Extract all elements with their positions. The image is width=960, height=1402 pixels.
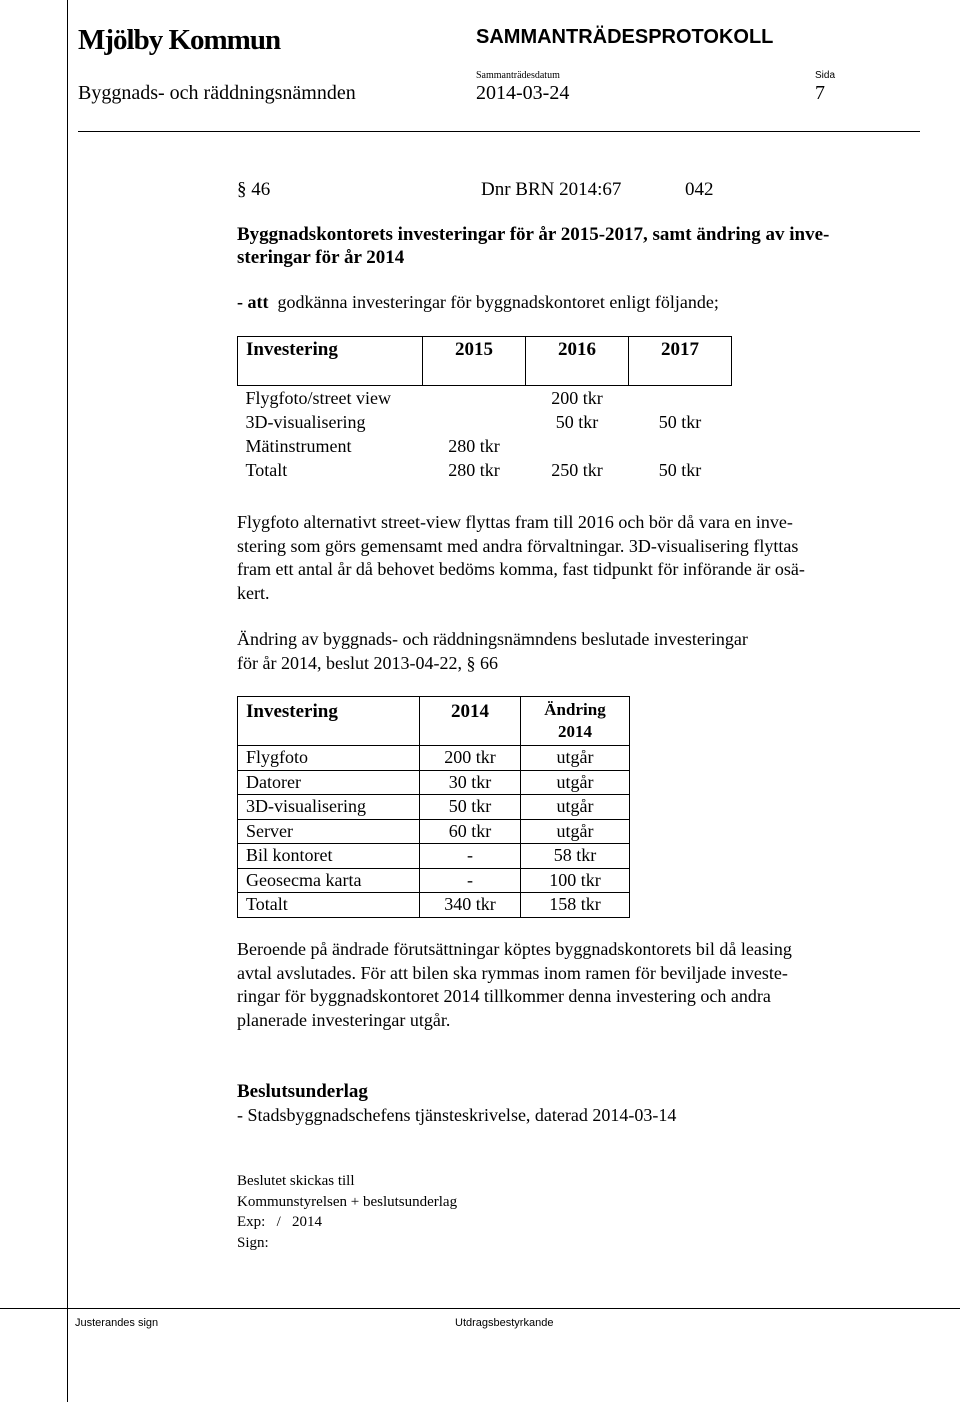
page-number: 7	[815, 82, 825, 104]
table1-header-row	[238, 337, 732, 364]
paragraph-change-intro	[237, 628, 877, 675]
dnr: Dnr BRN 2014:67	[481, 179, 622, 200]
text-line: stering som görs gemensamt med andra förvaltningar. 3D-visualisering flyttas	[237, 535, 799, 556]
table2-cell: 340 tkr	[420, 893, 521, 918]
table2-cell: 100 tkr	[521, 868, 630, 893]
dispatch-block	[237, 1171, 457, 1253]
table-row	[238, 770, 630, 795]
table2-cell: utgår	[521, 819, 630, 844]
footer-certification-label: Utdragsbestyrkande	[455, 1317, 554, 1329]
table-row	[238, 434, 732, 458]
table2-cell: Bil kontoret	[238, 844, 420, 869]
dispatch-line: Kommunstyrelsen + beslutsunderlag	[237, 1193, 458, 1210]
table2-cell: utgår	[521, 746, 630, 771]
table1-cell	[423, 386, 526, 411]
item-title-line2: steringar för år 2014	[237, 247, 405, 268]
table2-cell: Flygfoto	[238, 746, 420, 771]
table2-cell: -	[420, 844, 521, 869]
organization-name: Mjölby Kommun	[78, 24, 281, 56]
case-code: 042	[685, 179, 714, 200]
investment-table-2015-2017	[237, 336, 732, 482]
table-row	[238, 746, 630, 771]
footer-divider	[0, 1308, 960, 1309]
page-label: Sida	[815, 70, 836, 81]
basis-item: - Stadsbyggnadschefens tjänsteskrivelse, daterad 2014-03-14	[237, 1105, 677, 1125]
decision-text: godkänna investeringar för byggnadskontoret enligt följande;	[277, 292, 719, 312]
text-line: Beroende på ändrade förutsättningar köptes byggnadskontorets bil då leasing	[237, 939, 792, 959]
table1-cell: 280 tkr	[448, 459, 500, 480]
table1-cell: 200 tkr	[551, 387, 603, 408]
table1-header-investering: Investering	[238, 337, 423, 364]
table1-header-2015: 2015	[423, 337, 526, 364]
table2-header-change	[521, 697, 630, 746]
left-margin-rule	[67, 0, 68, 1402]
table1-cell	[629, 386, 732, 411]
header-divider	[78, 131, 920, 132]
paragraph-number: § 46	[237, 179, 271, 200]
table2-cell: 58 tkr	[521, 844, 630, 869]
table2-header-2014: 2014	[420, 697, 521, 746]
text-line: planerade investeringar utgår.	[237, 1009, 451, 1030]
table-row	[238, 458, 732, 482]
committee-name: Byggnads- och räddningsnämnden	[78, 82, 356, 104]
table2-cell: 158 tkr	[521, 893, 630, 918]
table2-cell: Totalt	[238, 893, 420, 918]
dispatch-line: Sign:	[237, 1234, 269, 1251]
table-row	[238, 386, 732, 411]
table1-cell	[629, 434, 732, 458]
text-line: Ändring av byggnads- och räddningsnämndens beslutade investeringar	[237, 629, 748, 649]
table2-cell: -	[420, 868, 521, 893]
table2-cell: utgår	[521, 770, 630, 795]
text-line: kert.	[237, 582, 270, 603]
basis-heading: Beslutsunderlag	[237, 1081, 368, 1102]
table1-cell: Mätinstrument	[245, 435, 352, 456]
meeting-date: 2014-03-24	[476, 82, 570, 104]
table1-cell: 3D-visualisering	[245, 411, 366, 432]
document-type: SAMMANTRÄDESPROTOKOLL	[476, 26, 774, 48]
table-row	[238, 795, 630, 820]
decision-line	[237, 291, 719, 315]
table2-cell: Geosecma karta	[238, 868, 420, 893]
table2-header-change-line2: 2014	[558, 722, 592, 741]
dispatch-line: Exp: / 2014	[237, 1214, 322, 1230]
table2-cell: 200 tkr	[420, 746, 521, 771]
decision-prefix: - att	[237, 292, 269, 312]
table1-spacer-row	[238, 363, 732, 386]
table1-header-2016: 2016	[526, 337, 629, 364]
table2-cell: 30 tkr	[420, 770, 521, 795]
footer-signature-label: Justerandes sign	[75, 1317, 159, 1329]
investment-change-table-2014	[237, 696, 630, 918]
table2-cell: 50 tkr	[420, 795, 521, 820]
table1-cell: Totalt	[245, 459, 288, 480]
date-label: Sammanträdesdatum	[476, 70, 560, 81]
table-row	[238, 844, 630, 869]
table2-header-investering: Investering	[238, 697, 420, 746]
table2-header-change-line1: Ändring	[544, 700, 606, 719]
table-row	[238, 819, 630, 844]
table1-cell	[526, 434, 629, 458]
paragraph-postponement	[237, 511, 877, 605]
paragraph-car-leasing	[237, 938, 877, 1032]
table1-cell	[423, 410, 526, 434]
table1-header-2017: 2017	[629, 337, 732, 364]
table2-cell: utgår	[521, 795, 630, 820]
table-row	[238, 868, 630, 893]
text-line: för år 2014, beslut 2013-04-22, § 66	[237, 652, 498, 673]
table1-cell: 50 tkr	[658, 459, 702, 480]
table1-cell: Flygfoto/street view	[245, 387, 391, 408]
item-title-line1: Byggnadskontorets investeringar för år 2015-2017, samt ändring av inve-	[237, 224, 830, 245]
text-line: fram ett antal år då behovet bedöms komma, fast tidpunkt för införande är osä-	[237, 559, 805, 579]
table2-cell: Server	[238, 819, 420, 844]
text-line: Flygfoto alternativt street-view flyttas fram till 2016 och bör då vara en inve-	[237, 512, 793, 532]
table1-cell: 50 tkr	[658, 411, 702, 432]
table-row	[238, 410, 732, 434]
dispatch-line: Beslutet skickas till	[237, 1173, 355, 1189]
table1-cell: 250 tkr	[551, 459, 603, 480]
table-row	[238, 893, 630, 918]
table2-header-row	[238, 697, 630, 746]
table1-cell: 280 tkr	[448, 435, 500, 456]
table2-cell: 3D-visualisering	[238, 795, 420, 820]
text-line: avtal avslutades. För att bilen ska rymmas inom ramen för beviljade investe-	[237, 962, 788, 983]
table1-cell: 50 tkr	[555, 411, 599, 432]
table2-cell: 60 tkr	[420, 819, 521, 844]
text-line: ringar för byggnadskontoret 2014 tillkommer denna investering och andra	[237, 986, 771, 1006]
table2-cell: Datorer	[238, 770, 420, 795]
